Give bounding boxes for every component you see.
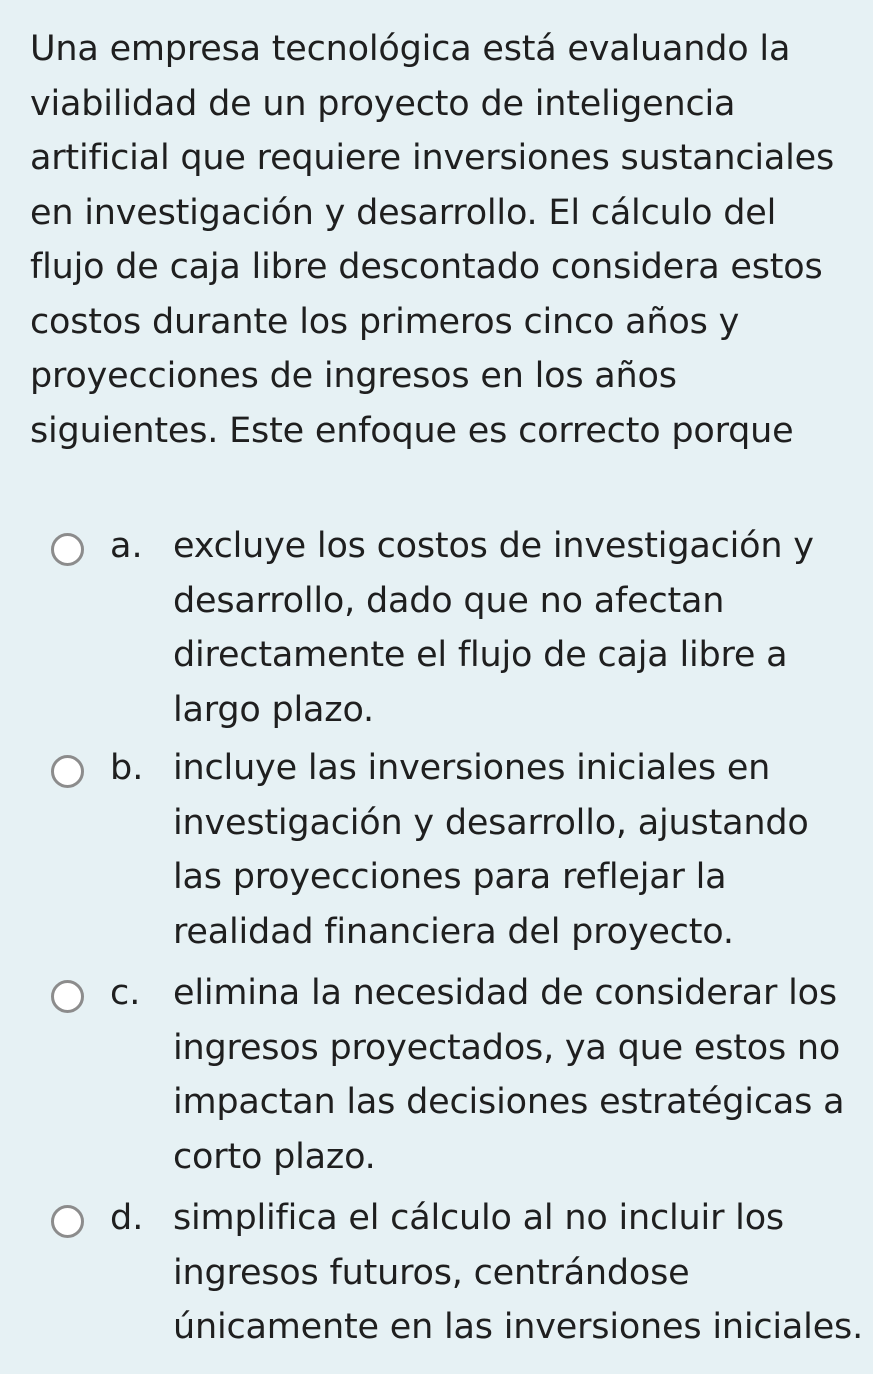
- radio-button-d[interactable]: [51, 1205, 84, 1238]
- radio-button-b[interactable]: [51, 755, 84, 788]
- option-b[interactable]: [0, 734, 873, 954]
- option-text: incluye las inversiones iniciales en investigación y desarrollo, ajustando las proyecciones para reflejar la realidad financiera del proyecto.: [173, 748, 809, 952]
- option-letter: a.: [110, 526, 143, 566]
- option-letter: c.: [110, 973, 141, 1013]
- radio-button-a[interactable]: [51, 533, 84, 566]
- option-a[interactable]: [0, 508, 873, 728]
- option-text: simplifica el cálculo al no incluir los ingresos futuros, centrándose únicamente en las inversiones iniciales.: [173, 1198, 864, 1347]
- option-d[interactable]: [0, 1184, 873, 1354]
- question-text: Una empresa tecnológica está evaluando la viabilidad de un proyecto de inteligencia artificial que requiere inversiones sustanciales en investigación y desarrollo. El cálculo del flujo de caja libre descontado considera estos costos durante los primeros cinco años y proyecciones de ingresos en los años siguientes. Este enfoque es correcto porque: [30, 29, 835, 451]
- option-letter: d.: [110, 1198, 144, 1238]
- option-text: elimina la necesidad de considerar los ingresos proyectados, ya que estos no impactan las decisiones estratégicas a corto plazo.: [173, 973, 845, 1177]
- option-c[interactable]: [0, 958, 873, 1178]
- radio-button-c[interactable]: [51, 980, 84, 1013]
- option-text: excluye los costos de investigación y desarrollo, dado que no afectan directamente el flujo de caja libre a largo plazo.: [173, 526, 814, 730]
- option-letter: b.: [110, 748, 144, 788]
